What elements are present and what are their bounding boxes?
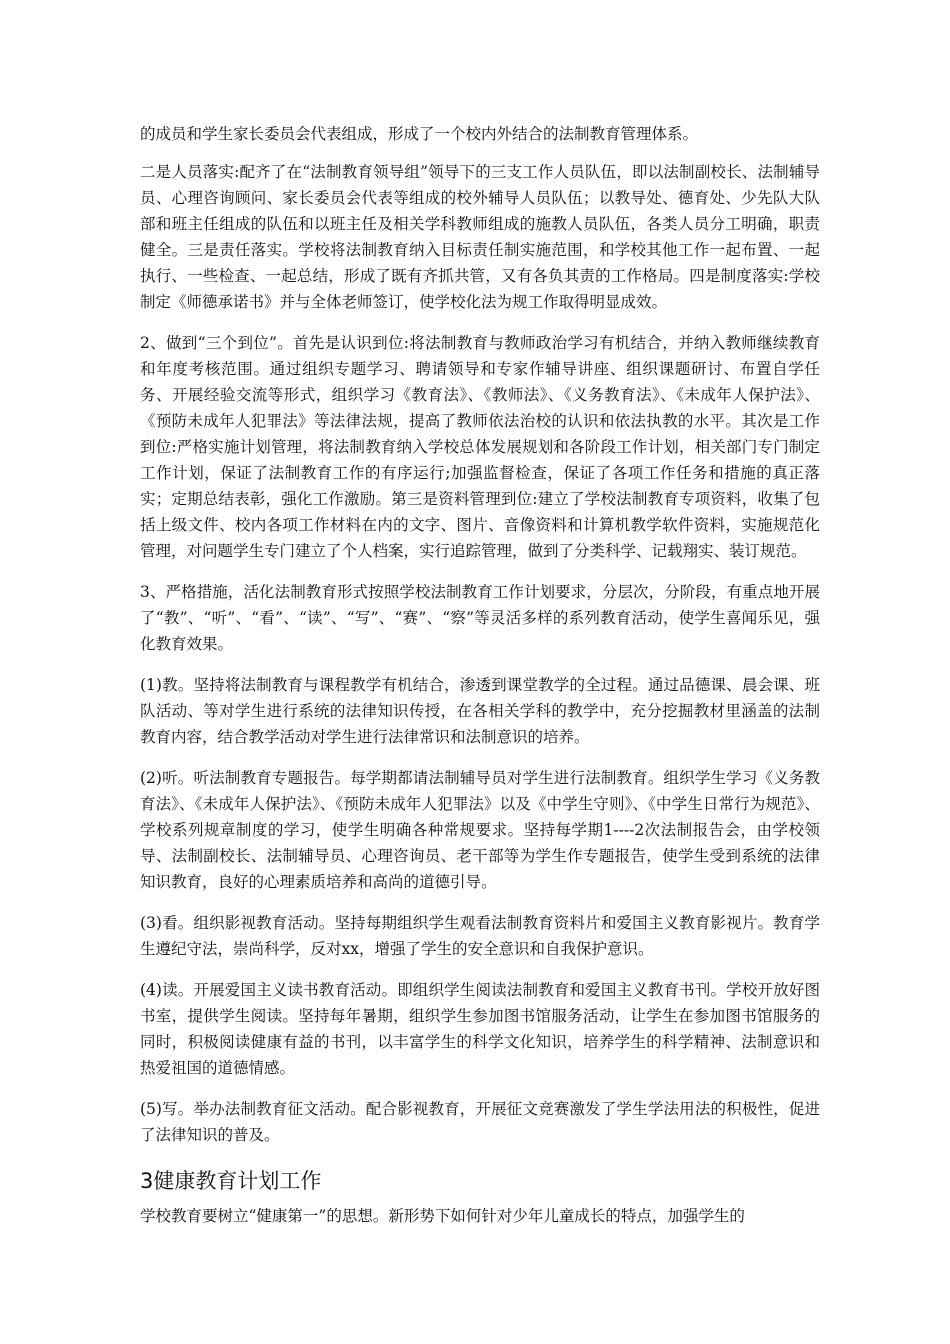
paragraph-management-system: 的成员和学生家长委员会代表组成，形成了一个校内外结合的法制教育管理体系。 [140,125,699,143]
paragraph-teach: (1)教。坚持将法制教育与课程教学有机结合，渗透到课堂教学的全过程。通过品德课、晨会课、班队活动、等对学生进行系统的法律知识传授，在各相关学科的教学中，充分挖掘教材里涵盖的法制教育内容，结合教学活动对学生进行法律常识和法制意识的培养。 [140,676,820,746]
paragraph-three-in-place: 2、做到“三个到位”。首先是认识到位:将法制教育与教师政治学习有机结合，并纳入教师继续教育和年度考核范围。通过组织专题学习、聘请领导和专家作辅导讲座、组织课题研讨、布置自学任务、开展经验交流等形式，组织学习《教育法》、《教师法》、《义务教育法》、《未成年人保护法》、《预防未成年人犯罪法》等法律法规，提高了教师依法治校的认识和依法执教的水平。其次是工作到位:严格实施计划管理，将法制教育纳入学校总体发展规划和各阶段工作计划，相关部门专门制定工作计划，保证了法制教育工作的有序运行;加强监督检查，保证了各项工作任务和措施的真正落实；定期总结表彰，强化工作激励。第三是资料管理到位:建立了学校法制教育专项资料，收集了包括上级文件、校内各项工作材料在内的文字、图片、音像资料和计算机教学软件资料，实施规范化管理，对问题学生专门建立了个人档案，实行追踪管理，做到了分类科学、记载翔实、装订规范。 [140,334,820,560]
document-page [140,121,820,1244]
paragraph-personnel: 二是人员落实:配齐了在“法制教育领导组”领导下的三支工作人员队伍，即以法制副校长、法制辅导员、心理咨询顾问、家长委员会代表等组成的校外辅导人员队伍；以教导处、德育处、少先队大队部和班主任组成的队伍和以班主任及相关学科教师组成的施教人员队伍，各类人员分工明确，职责健全。三是责任落实。学校将法制教育纳入目标责任制实施范围，和学校其他工作一起布置、一起执行、一些检查、一起总结，形成了既有齐抓共管，又有各负其责的工作格局。四是制度落实:学校制定《师德承诺书》并与全体老师签订，使学校化法为规工作取得明显成效。 [140,163,820,311]
paragraph-read: (4)读。开展爱国主义读书教育活动。即组织学生阅读法制教育和爱国主义教育书刊。学校开放好图书室，提供学生阅读。坚持每年暑期，组织学生参加图书馆服务活动，让学生在参加图书馆服务的同时，积极阅读健康有益的书刊，以丰富学生的科学文化知识，培养学生的科学精神、法制意识和热爱祖国的道德情感。 [140,981,820,1077]
paragraph-listen: (2)听。听法制教育专题报告。每学期都请法制辅导员对学生进行法制教育。组织学生学习《义务教育法》、《未成年人保护法》、《预防未成年人犯罪法》以及《中学生守则》、《中学生日常行为规范》、学校系列规章制度的学习，使学生明确各种常规要求。坚持每学期1----2次法制报告会，由学校领导、法制副校长、法制辅导员、心理咨询员、老干部等为学生作专题报告，使学生受到系统的法律知识教育，良好的心理素质培养和高尚的道德引导。 [140,769,820,891]
paragraph-write: (5)写。举办法制教育征文活动。配合影视教育，开展征文竞赛激发了学生学法用法的积极性，促进了法律知识的普及。 [140,1100,820,1144]
paragraph-health-education: 学校教育要树立“健康第一”的思想。新形势下如何针对少年儿童成长的特点，加强学生的 [140,1207,745,1225]
section-heading: 3健康教育计划工作 [140,1169,322,1193]
paragraph-strict-measures: 3、严格措施，活化法制教育形式按照学校法制教育工作计划要求，分层次，分阶段，有重点地开展了“教”、“听”、“看”、“读”、“写”、“赛”、“察”等灵活多样的系列教育活动，使学生喜闻乐见，强化教育效果。 [140,583,820,653]
paragraph-watch: (3)看。组织影视教育活动。坚持每期组织学生观看法制教育资料片和爱国主义教育影视片。教育学生遵纪守法，崇尚科学，反对xx，增强了学生的安全意识和自我保护意识。 [140,914,820,958]
